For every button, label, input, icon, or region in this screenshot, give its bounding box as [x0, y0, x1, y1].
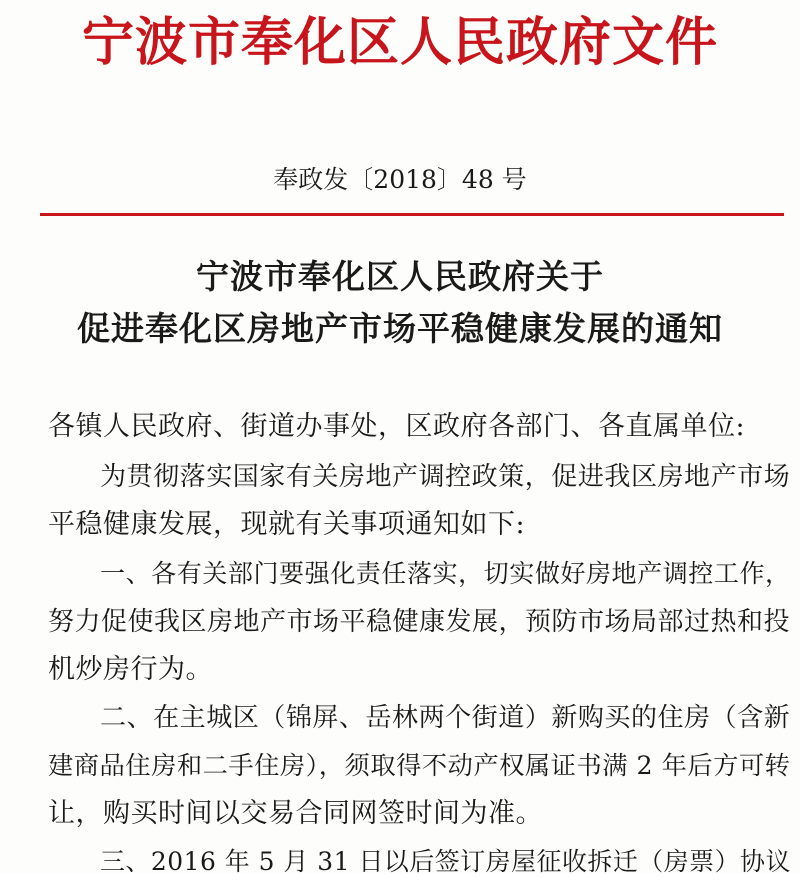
paragraph-line: 为贯彻落实国家有关房地产调控政策，促进我区房地产市场	[100, 462, 791, 492]
paragraph-line: 二、在主城区（锦屏、岳林两个街道）新购买的住房（含新	[100, 703, 791, 733]
document-number: 奉政发〔2018〕48 号	[273, 165, 527, 194]
document-title-line-2: 促进奉化区房地产市场平稳健康发展的通知	[77, 309, 723, 348]
issuing-organization-header: 宁波市奉化区人民政府文件	[81, 12, 718, 73]
addressee-line: 各镇人民政府、街道办事处，区政府各部门、各直属单位:	[48, 411, 746, 442]
paragraph-line: 建商品住房和二手住房），须取得不动产权属证书满 2 年后方可转	[48, 751, 791, 780]
red-divider-line	[40, 213, 784, 216]
paragraph-line: 让，购买时间以交易合同网签时间为准。	[48, 798, 543, 829]
document-title-line-1: 宁波市奉化区人民政府关于	[196, 257, 604, 296]
paragraph-line: 机炒房行为。	[48, 654, 213, 685]
paragraph-line: 三、2016 年 5 月 31 日以后签订房屋征收拆迁（房票）协议	[100, 847, 791, 876]
paragraph-line: 努力促使我区房地产市场平稳健康发展，预防市场局部过热和投	[48, 607, 791, 637]
paragraph-line: 平稳健康发展，现就有关事项通知如下:	[48, 509, 526, 540]
paragraph-line: 一、各有关部门要强化责任落实，切实做好房地产调控工作，	[100, 559, 791, 588]
